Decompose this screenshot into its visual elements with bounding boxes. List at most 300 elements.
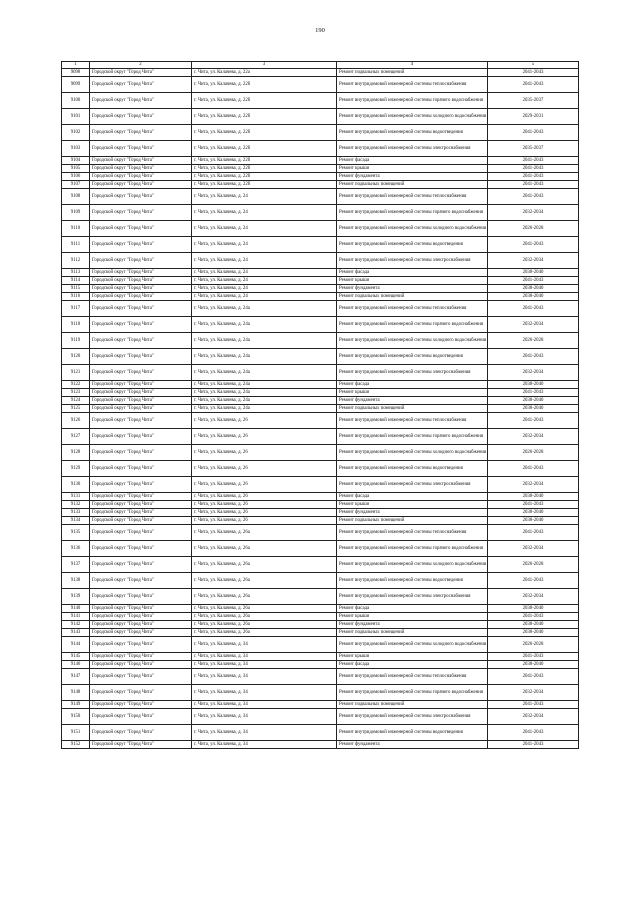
column-header: 1 xyxy=(62,62,90,69)
period-cell: 2041-2043 xyxy=(488,301,579,317)
period-cell: 2032-2034 xyxy=(488,253,579,269)
table-row xyxy=(62,661,579,669)
period-cell: 2032-2034 xyxy=(488,429,579,445)
period-cell: 2041-2043 xyxy=(488,189,579,205)
period-cell: 2041-2043 xyxy=(488,725,579,741)
municipality-cell: Городской округ "Город Чита" xyxy=(90,629,192,637)
municipality-cell: Городской округ "Город Чита" xyxy=(90,445,192,461)
address-cell: г. Чита, ул. Калачева, д. 24 xyxy=(192,189,337,205)
table-row xyxy=(62,365,579,381)
address-cell: г. Чита, ул. Калачева, д. 22б xyxy=(192,173,337,181)
municipality-cell: Городской округ "Город Чита" xyxy=(90,301,192,317)
row-number-cell: 9122 xyxy=(62,381,90,389)
table-row xyxy=(62,221,579,237)
address-cell: г. Чита, ул. Калачева, д. 24 xyxy=(192,269,337,277)
table-row xyxy=(62,141,579,157)
period-cell: 2032-2034 xyxy=(488,709,579,725)
row-number-cell: 9127 xyxy=(62,429,90,445)
municipality-cell: Городской округ "Город Чита" xyxy=(90,501,192,509)
row-number-cell: 9149 xyxy=(62,701,90,709)
row-number-cell: 9102 xyxy=(62,125,90,141)
work-type-cell: Ремонт фундамента xyxy=(337,397,488,405)
period-cell: 2026-2028 xyxy=(488,557,579,573)
table-row xyxy=(62,525,579,541)
work-type-cell: Ремонт подвальных помещений xyxy=(337,405,488,413)
work-type-cell: Ремонт внутридомовой инженерной системы водоотведения xyxy=(337,349,488,365)
work-type-cell: Ремонт крыши xyxy=(337,613,488,621)
row-number-cell: 9110 xyxy=(62,221,90,237)
table-row xyxy=(62,157,579,165)
address-cell: г. Чита, ул. Калачева, д. 24 xyxy=(192,277,337,285)
work-type-cell: Ремонт фасада xyxy=(337,157,488,165)
period-cell: 2035-2037 xyxy=(488,141,579,157)
table-row xyxy=(62,445,579,461)
municipality-cell: Городской округ "Город Чита" xyxy=(90,77,192,93)
period-cell: 2032-2034 xyxy=(488,541,579,557)
work-type-cell: Ремонт внутридомовой инженерной системы водоотведения xyxy=(337,573,488,589)
address-cell: г. Чита, ул. Калачева, д. 26 xyxy=(192,413,337,429)
work-type-cell: Ремонт внутридомовой инженерной системы электроснабжения xyxy=(337,709,488,725)
table-row xyxy=(62,413,579,429)
row-number-cell: 9137 xyxy=(62,557,90,573)
address-cell: г. Чита, ул. Калачева, д. 26а xyxy=(192,621,337,629)
municipality-cell: Городской округ "Город Чита" xyxy=(90,741,192,749)
table-row xyxy=(62,181,579,189)
table-row xyxy=(62,541,579,557)
period-cell: 2041-2043 xyxy=(488,157,579,165)
column-header: 2 xyxy=(90,62,192,69)
row-number-cell: 9098 xyxy=(62,69,90,77)
period-cell: 2038-2040 xyxy=(488,661,579,669)
municipality-cell: Городской округ "Город Чита" xyxy=(90,589,192,605)
address-cell: г. Чита, ул. Калачева, д. 26а xyxy=(192,573,337,589)
work-type-cell: Ремонт подвальных помещений xyxy=(337,293,488,301)
row-number-cell: 9129 xyxy=(62,461,90,477)
address-cell: г. Чита, ул. Калачева, д. 24а xyxy=(192,349,337,365)
municipality-cell: Городской округ "Город Чита" xyxy=(90,173,192,181)
period-cell: 2041-2043 xyxy=(488,669,579,685)
row-number-cell: 9147 xyxy=(62,669,90,685)
period-cell: 2038-2040 xyxy=(488,405,579,413)
row-number-cell: 9108 xyxy=(62,189,90,205)
period-cell: 2038-2040 xyxy=(488,493,579,501)
address-cell: г. Чита, ул. Калачева, д. 26 xyxy=(192,477,337,493)
municipality-cell: Городской округ "Город Чита" xyxy=(90,573,192,589)
table-row xyxy=(62,165,579,173)
row-number-cell: 9119 xyxy=(62,333,90,349)
work-type-cell: Ремонт внутридомовой инженерной системы теплоснабжения xyxy=(337,189,488,205)
row-number-cell: 9126 xyxy=(62,413,90,429)
table-row xyxy=(62,405,579,413)
work-type-cell: Ремонт фасада xyxy=(337,381,488,389)
row-number-cell: 9121 xyxy=(62,365,90,381)
row-number-cell: 9134 xyxy=(62,517,90,525)
period-cell: 2038-2040 xyxy=(488,517,579,525)
work-type-cell: Ремонт внутридомовой инженерной системы горячего водоснабжения xyxy=(337,317,488,333)
work-type-cell: Ремонт крыши xyxy=(337,277,488,285)
row-number-cell: 9109 xyxy=(62,205,90,221)
row-number-cell: 9113 xyxy=(62,269,90,277)
work-type-cell: Ремонт внутридомовой инженерной системы теплоснабжения xyxy=(337,525,488,541)
work-type-cell: Ремонт внутридомовой инженерной системы холодного водоснабжения xyxy=(337,637,488,653)
work-type-cell: Ремонт крыши xyxy=(337,501,488,509)
address-cell: г. Чита, ул. Калачева, д. 22б xyxy=(192,165,337,173)
period-cell: 2041-2043 xyxy=(488,413,579,429)
row-number-cell: 9101 xyxy=(62,109,90,125)
table-row xyxy=(62,637,579,653)
work-type-cell: Ремонт внутридомовой инженерной системы теплоснабжения xyxy=(337,301,488,317)
row-number-cell: 9141 xyxy=(62,613,90,621)
work-type-cell: Ремонт внутридомовой инженерной системы водоотведения xyxy=(337,125,488,141)
address-cell: г. Чита, ул. Калачева, д. 26 xyxy=(192,429,337,445)
work-type-cell: Ремонт подвальных помещений xyxy=(337,69,488,77)
period-cell: 2041-2043 xyxy=(488,77,579,93)
row-number-cell: 9151 xyxy=(62,725,90,741)
work-type-cell: Ремонт фундамента xyxy=(337,173,488,181)
period-cell: 2038-2040 xyxy=(488,381,579,389)
column-header: 3 xyxy=(192,62,337,69)
period-cell: 2038-2040 xyxy=(488,629,579,637)
municipality-cell: Городской округ "Город Чита" xyxy=(90,685,192,701)
municipality-cell: Городской округ "Город Чита" xyxy=(90,661,192,669)
period-cell: 2041-2043 xyxy=(488,125,579,141)
address-cell: г. Чита, ул. Калачева, д. 26а xyxy=(192,541,337,557)
table-row xyxy=(62,285,579,293)
municipality-cell: Городской округ "Город Чита" xyxy=(90,605,192,613)
row-number-cell: 9132 xyxy=(62,501,90,509)
municipality-cell: Городской округ "Город Чита" xyxy=(90,461,192,477)
table-row xyxy=(62,253,579,269)
row-number-cell: 9139 xyxy=(62,589,90,605)
row-number-cell: 9133 xyxy=(62,509,90,517)
period-cell: 2038-2040 xyxy=(488,269,579,277)
period-cell: 2032-2034 xyxy=(488,589,579,605)
address-cell: г. Чита, ул. Калачева, д. 26а xyxy=(192,613,337,621)
row-number-cell: 9148 xyxy=(62,685,90,701)
municipality-cell: Городской округ "Город Чита" xyxy=(90,701,192,709)
municipality-cell: Городской округ "Город Чита" xyxy=(90,397,192,405)
address-cell: г. Чита, ул. Калачева, д. 24 xyxy=(192,237,337,253)
table-header-row xyxy=(62,62,579,69)
table-row xyxy=(62,725,579,741)
work-type-cell: Ремонт подвальных помещений xyxy=(337,701,488,709)
period-cell: 2041-2043 xyxy=(488,237,579,253)
table-row xyxy=(62,69,579,77)
period-cell: 2038-2040 xyxy=(488,285,579,293)
municipality-cell: Городской округ "Город Чита" xyxy=(90,157,192,165)
row-number-cell: 9106 xyxy=(62,173,90,181)
address-cell: г. Чита, ул. Калачева, д. 26 xyxy=(192,461,337,477)
address-cell: г. Чита, ул. Калачева, д. 26 xyxy=(192,501,337,509)
work-type-cell: Ремонт внутридомовой инженерной системы горячего водоснабжения xyxy=(337,541,488,557)
work-type-cell: Ремонт внутридомовой инженерной системы электроснабжения xyxy=(337,589,488,605)
work-type-cell: Ремонт внутридомовой инженерной системы холодного водоснабжения xyxy=(337,109,488,125)
table-row xyxy=(62,701,579,709)
municipality-cell: Городской округ "Город Чита" xyxy=(90,285,192,293)
period-cell: 2038-2040 xyxy=(488,621,579,629)
address-cell: г. Чита, ул. Калачева, д. 26 xyxy=(192,517,337,525)
row-number-cell: 9114 xyxy=(62,277,90,285)
capital-repair-table xyxy=(61,61,579,749)
row-number-cell: 9111 xyxy=(62,237,90,253)
column-header: 5 xyxy=(488,62,579,69)
row-number-cell: 9103 xyxy=(62,141,90,157)
table-row xyxy=(62,189,579,205)
table-row xyxy=(62,109,579,125)
table-row xyxy=(62,685,579,701)
work-type-cell: Ремонт внутридомовой инженерной системы горячего водоснабжения xyxy=(337,685,488,701)
table-row xyxy=(62,125,579,141)
municipality-cell: Городской округ "Город Чита" xyxy=(90,725,192,741)
period-cell: 2026-2028 xyxy=(488,445,579,461)
work-type-cell: Ремонт фасада xyxy=(337,605,488,613)
row-number-cell: 9124 xyxy=(62,397,90,405)
row-number-cell: 9128 xyxy=(62,445,90,461)
table-row xyxy=(62,669,579,685)
municipality-cell: Городской округ "Город Чита" xyxy=(90,493,192,501)
table-row xyxy=(62,741,579,749)
municipality-cell: Городской округ "Город Чита" xyxy=(90,429,192,445)
row-number-cell: 9120 xyxy=(62,349,90,365)
row-number-cell: 9152 xyxy=(62,741,90,749)
work-type-cell: Ремонт внутридомовой инженерной системы электроснабжения xyxy=(337,141,488,157)
municipality-cell: Городской округ "Город Чита" xyxy=(90,477,192,493)
address-cell: г. Чита, ул. Калачева, д. 22б xyxy=(192,93,337,109)
work-type-cell: Ремонт внутридомовой инженерной системы водоотведения xyxy=(337,725,488,741)
work-type-cell: Ремонт внутридомовой инженерной системы электроснабжения xyxy=(337,253,488,269)
period-cell: 2038-2040 xyxy=(488,293,579,301)
period-cell: 2032-2034 xyxy=(488,365,579,381)
municipality-cell: Городской округ "Город Чита" xyxy=(90,277,192,285)
column-header: 4 xyxy=(337,62,488,69)
work-type-cell: Ремонт фасада xyxy=(337,269,488,277)
table-row xyxy=(62,509,579,517)
row-number-cell: 9135 xyxy=(62,525,90,541)
work-type-cell: Ремонт внутридомовой инженерной системы электроснабжения xyxy=(337,365,488,381)
address-cell: г. Чита, ул. Калачева, д. 22б xyxy=(192,77,337,93)
row-number-cell: 9140 xyxy=(62,605,90,613)
municipality-cell: Городской округ "Город Чита" xyxy=(90,181,192,189)
period-cell: 2032-2034 xyxy=(488,205,579,221)
table-row xyxy=(62,389,579,397)
address-cell: г. Чита, ул. Калачева, д. 24 xyxy=(192,205,337,221)
row-number-cell: 9112 xyxy=(62,253,90,269)
table-row xyxy=(62,293,579,301)
period-cell: 2032-2034 xyxy=(488,317,579,333)
municipality-cell: Городской округ "Город Чита" xyxy=(90,125,192,141)
table-body xyxy=(62,69,579,749)
work-type-cell: Ремонт внутридомовой инженерной системы теплоснабжения xyxy=(337,669,488,685)
table-row xyxy=(62,333,579,349)
table-row xyxy=(62,173,579,181)
municipality-cell: Городской округ "Город Чита" xyxy=(90,293,192,301)
row-number-cell: 9146 xyxy=(62,661,90,669)
row-number-cell: 9107 xyxy=(62,181,90,189)
address-cell: г. Чита, ул. Калачева, д. 26 xyxy=(192,493,337,501)
period-cell: 2026-2028 xyxy=(488,333,579,349)
work-type-cell: Ремонт внутридомовой инженерной системы электроснабжения xyxy=(337,477,488,493)
municipality-cell: Городской округ "Город Чита" xyxy=(90,93,192,109)
work-type-cell: Ремонт внутридомовой инженерной системы теплоснабжения xyxy=(337,413,488,429)
table-row xyxy=(62,397,579,405)
table-row xyxy=(62,269,579,277)
table-row xyxy=(62,381,579,389)
row-number-cell: 9145 xyxy=(62,653,90,661)
row-number-cell: 9123 xyxy=(62,389,90,397)
table-row xyxy=(62,589,579,605)
municipality-cell: Городской округ "Город Чита" xyxy=(90,109,192,125)
row-number-cell: 9099 xyxy=(62,77,90,93)
table-row xyxy=(62,477,579,493)
address-cell: г. Чита, ул. Калачева, д. 22б xyxy=(192,141,337,157)
municipality-cell: Городской округ "Город Чита" xyxy=(90,653,192,661)
table-row xyxy=(62,621,579,629)
municipality-cell: Городской округ "Город Чита" xyxy=(90,389,192,397)
work-type-cell: Ремонт крыши xyxy=(337,165,488,173)
period-cell: 2041-2043 xyxy=(488,653,579,661)
municipality-cell: Городской округ "Город Чита" xyxy=(90,205,192,221)
address-cell: г. Чита, ул. Калачева, д. 24а xyxy=(192,405,337,413)
municipality-cell: Городской округ "Город Чита" xyxy=(90,517,192,525)
work-type-cell: Ремонт фундамента xyxy=(337,741,488,749)
address-cell: г. Чита, ул. Калачева, д. 24 xyxy=(192,253,337,269)
address-cell: г. Чита, ул. Калачева, д. 24 xyxy=(192,285,337,293)
row-number-cell: 9104 xyxy=(62,157,90,165)
address-cell: г. Чита, ул. Калачева, д. 24а xyxy=(192,333,337,349)
work-type-cell: Ремонт внутридомовой инженерной системы холодного водоснабжения xyxy=(337,445,488,461)
address-cell: г. Чита, ул. Калачева, д. 34 xyxy=(192,741,337,749)
period-cell: 2038-2040 xyxy=(488,509,579,517)
work-type-cell: Ремонт подвальных помещений xyxy=(337,181,488,189)
work-type-cell: Ремонт внутридомовой инженерной системы горячего водоснабжения xyxy=(337,205,488,221)
municipality-cell: Городской округ "Город Чита" xyxy=(90,317,192,333)
table-row xyxy=(62,629,579,637)
municipality-cell: Городской округ "Город Чита" xyxy=(90,541,192,557)
address-cell: г. Чита, ул. Калачева, д. 22б xyxy=(192,181,337,189)
municipality-cell: Городской округ "Город Чита" xyxy=(90,413,192,429)
table-row xyxy=(62,501,579,509)
period-cell: 2026-2028 xyxy=(488,637,579,653)
period-cell: 2041-2043 xyxy=(488,349,579,365)
address-cell: г. Чита, ул. Калачева, д. 34 xyxy=(192,661,337,669)
work-type-cell: Ремонт фасада xyxy=(337,661,488,669)
address-cell: г. Чита, ул. Калачева, д. 34 xyxy=(192,709,337,725)
address-cell: г. Чита, ул. Калачева, д. 26 xyxy=(192,445,337,461)
row-number-cell: 9105 xyxy=(62,165,90,173)
table-row xyxy=(62,557,579,573)
address-cell: г. Чита, ул. Калачева, д. 26 xyxy=(192,509,337,517)
period-cell: 2041-2043 xyxy=(488,461,579,477)
address-cell: г. Чита, ул. Калачева, д. 24а xyxy=(192,365,337,381)
period-cell: 2038-2040 xyxy=(488,397,579,405)
row-number-cell: 9138 xyxy=(62,573,90,589)
table-row xyxy=(62,77,579,93)
row-number-cell: 9150 xyxy=(62,709,90,725)
period-cell: 2041-2043 xyxy=(488,741,579,749)
municipality-cell: Городской округ "Город Чита" xyxy=(90,709,192,725)
municipality-cell: Городской округ "Город Чита" xyxy=(90,557,192,573)
address-cell: г. Чита, ул. Калачева, д. 34 xyxy=(192,701,337,709)
municipality-cell: Городской округ "Город Чита" xyxy=(90,621,192,629)
period-cell: 2041-2043 xyxy=(488,501,579,509)
table-row xyxy=(62,493,579,501)
table-row xyxy=(62,653,579,661)
table-row xyxy=(62,205,579,221)
period-cell: 2035-2037 xyxy=(488,93,579,109)
address-cell: г. Чита, ул. Калачева, д. 26а xyxy=(192,557,337,573)
address-cell: г. Чита, ул. Калачева, д. 24а xyxy=(192,389,337,397)
municipality-cell: Городской округ "Город Чита" xyxy=(90,365,192,381)
row-number-cell: 9144 xyxy=(62,637,90,653)
municipality-cell: Городской округ "Город Чита" xyxy=(90,613,192,621)
municipality-cell: Городской округ "Город Чита" xyxy=(90,405,192,413)
row-number-cell: 9130 xyxy=(62,477,90,493)
table-row xyxy=(62,573,579,589)
table-row xyxy=(62,277,579,285)
period-cell: 2041-2043 xyxy=(488,69,579,77)
period-cell: 2041-2043 xyxy=(488,701,579,709)
table-row xyxy=(62,301,579,317)
work-type-cell: Ремонт внутридомовой инженерной системы горячего водоснабжения xyxy=(337,429,488,445)
period-cell: 2041-2043 xyxy=(488,173,579,181)
address-cell: г. Чита, ул. Калачева, д. 34 xyxy=(192,669,337,685)
municipality-cell: Городской округ "Город Чита" xyxy=(90,333,192,349)
municipality-cell: Городской округ "Город Чита" xyxy=(90,669,192,685)
row-number-cell: 9142 xyxy=(62,621,90,629)
municipality-cell: Городской округ "Город Чита" xyxy=(90,253,192,269)
municipality-cell: Городской округ "Город Чита" xyxy=(90,165,192,173)
municipality-cell: Городской округ "Город Чита" xyxy=(90,637,192,653)
page-number: 190 xyxy=(315,27,325,34)
work-type-cell: Ремонт подвальных помещений xyxy=(337,629,488,637)
period-cell: 2029-2031 xyxy=(488,109,579,125)
period-cell: 2041-2043 xyxy=(488,277,579,285)
municipality-cell: Городской округ "Город Чита" xyxy=(90,189,192,205)
work-type-cell: Ремонт внутридомовой инженерной системы холодного водоснабжения xyxy=(337,221,488,237)
address-cell: г. Чита, ул. Калачева, д. 22б xyxy=(192,157,337,165)
row-number-cell: 9115 xyxy=(62,285,90,293)
work-type-cell: Ремонт фундамента xyxy=(337,621,488,629)
address-cell: г. Чита, ул. Калачева, д. 24а xyxy=(192,317,337,333)
work-type-cell: Ремонт внутридомовой инженерной системы водоотведения xyxy=(337,461,488,477)
municipality-cell: Городской округ "Город Чита" xyxy=(90,381,192,389)
work-type-cell: Ремонт внутридомовой инженерной системы теплоснабжения xyxy=(337,77,488,93)
table-row xyxy=(62,517,579,525)
table-row xyxy=(62,317,579,333)
table-row xyxy=(62,613,579,621)
address-cell: г. Чита, ул. Калачева, д. 22б xyxy=(192,109,337,125)
address-cell: г. Чита, ул. Калачева, д. 34 xyxy=(192,637,337,653)
table-row xyxy=(62,429,579,445)
table-row xyxy=(62,605,579,613)
municipality-cell: Городской округ "Город Чита" xyxy=(90,237,192,253)
period-cell: 2041-2043 xyxy=(488,573,579,589)
row-number-cell: 9117 xyxy=(62,301,90,317)
municipality-cell: Городской округ "Город Чита" xyxy=(90,509,192,517)
row-number-cell: 9100 xyxy=(62,93,90,109)
work-type-cell: Ремонт фундамента xyxy=(337,509,488,517)
table-row xyxy=(62,237,579,253)
table-row xyxy=(62,349,579,365)
address-cell: г. Чита, ул. Калачева, д. 24а xyxy=(192,397,337,405)
row-number-cell: 9116 xyxy=(62,293,90,301)
table-row xyxy=(62,461,579,477)
address-cell: г. Чита, ул. Калачева, д. 34 xyxy=(192,725,337,741)
work-type-cell: Ремонт внутридомовой инженерной системы холодного водоснабжения xyxy=(337,557,488,573)
address-cell: г. Чита, ул. Калачева, д. 34 xyxy=(192,685,337,701)
address-cell: г. Чита, ул. Калачева, д. 22а xyxy=(192,69,337,77)
address-cell: г. Чита, ул. Калачева, д. 34 xyxy=(192,653,337,661)
